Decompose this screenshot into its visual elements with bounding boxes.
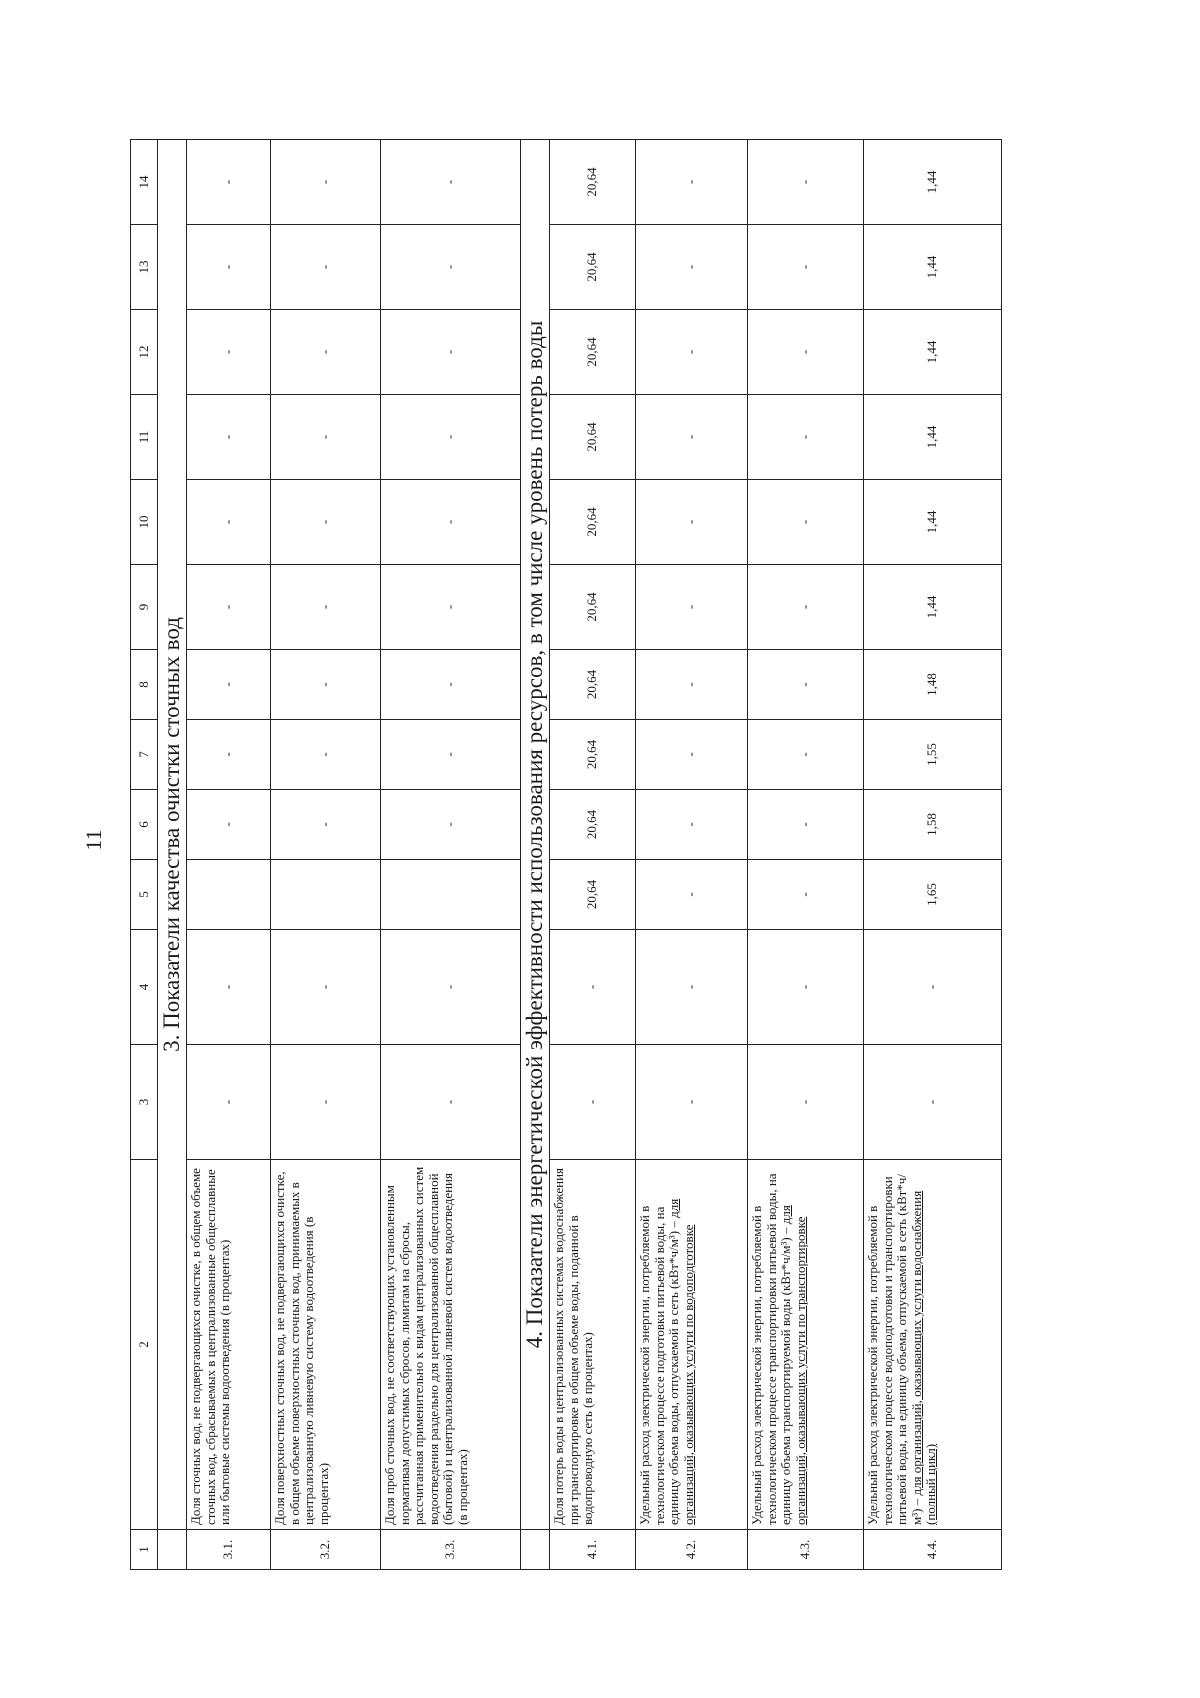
- indicator-text: Удельный расход электрической энергии, потребляемой в технологическом процессе транспортировки питьевой воды, на единицу объема транспортируемой воды (кВт*ч/м³) –: [749, 1173, 794, 1525]
- header-cell: 13: [131, 225, 158, 310]
- value-cell: -: [381, 565, 521, 650]
- value-cell: -: [271, 930, 381, 1045]
- value-cell: -: [187, 310, 271, 395]
- table-row: [271, 140, 381, 1570]
- value-cell: -: [636, 310, 748, 395]
- value-cell: 20,64: [550, 720, 636, 790]
- value-cell: -: [550, 1045, 636, 1160]
- value-cell: -: [636, 565, 748, 650]
- header-cell: 1: [131, 1530, 158, 1570]
- indicator-description: [636, 1160, 748, 1530]
- value-cell: -: [748, 720, 864, 790]
- value-cell: -: [271, 720, 381, 790]
- row-number: 3.2.: [271, 1530, 381, 1570]
- value-cell: -: [748, 860, 864, 930]
- value-cell: 20,64: [550, 480, 636, 565]
- value-cell: -: [550, 930, 636, 1045]
- value-cell: -: [748, 650, 864, 720]
- header-cell: 2: [131, 1160, 158, 1530]
- value-cell: -: [187, 790, 271, 860]
- table-row: [636, 140, 748, 1570]
- header-cell: 7: [131, 720, 158, 790]
- indicator-description: [864, 1160, 1002, 1530]
- section-spacer-cell: [521, 1530, 550, 1570]
- header-row: [131, 140, 158, 1570]
- header-cell: 11: [131, 395, 158, 480]
- value-cell: 1,44: [864, 310, 1002, 395]
- value-cell: -: [381, 310, 521, 395]
- value-cell: -: [864, 1045, 1002, 1160]
- value-cell: -: [381, 1045, 521, 1160]
- header-cell: 9: [131, 565, 158, 650]
- indicator-scope-underlined: для организаций, оказывающих услуги водоснабжения (полный цикл): [908, 1190, 939, 1525]
- value-cell: -: [636, 1045, 748, 1160]
- value-cell: -: [381, 395, 521, 480]
- indicator-description: [187, 1160, 271, 1530]
- indicator-text: Доля сточных вод, не подвергающихся очистке, в общем объеме сточных вод, сбрасываемых в централизованные общесплавные или бытовые системы водоотведения (в процентах): [188, 1168, 233, 1525]
- value-cell: -: [381, 480, 521, 565]
- value-cell: -: [271, 310, 381, 395]
- value-cell: -: [636, 930, 748, 1045]
- value-cell: -: [187, 225, 271, 310]
- value-cell: -: [381, 225, 521, 310]
- value-cell: -: [187, 395, 271, 480]
- row-number: 4.3.: [748, 1530, 864, 1570]
- rotated-table-container: [130, 140, 1085, 1570]
- section-header-row: [521, 140, 550, 1570]
- value-cell: -: [187, 720, 271, 790]
- value-cell: -: [748, 790, 864, 860]
- value-cell: -: [748, 930, 864, 1045]
- value-cell: 20,64: [550, 565, 636, 650]
- value-cell: 1,55: [864, 720, 1002, 790]
- row-number: 4.1.: [550, 1530, 636, 1570]
- value-cell: -: [748, 480, 864, 565]
- value-cell: 1,48: [864, 650, 1002, 720]
- indicator-text: Доля проб сточных вод, не соответствующих установленным нормативам допустимых сбросов, лимитам на сбросы, рассчитанная применительно к видам централизованных систем водоотведения раздельно для централизованной общесплавной (бытовой) и централизованной ливневой систем водоотведения (в процентах): [382, 1166, 470, 1525]
- value-cell: -: [187, 140, 271, 225]
- indicator-description: [271, 1160, 381, 1530]
- value-cell: 1,44: [864, 480, 1002, 565]
- value-cell: -: [748, 310, 864, 395]
- value-cell: -: [271, 480, 381, 565]
- value-cell: [271, 860, 381, 930]
- indicator-description: [748, 1160, 864, 1530]
- value-cell: 20,64: [550, 650, 636, 720]
- value-cell: -: [381, 650, 521, 720]
- indicator-scope-underlined: для организаций, оказывающих услуги по транспортировке: [778, 1205, 808, 1525]
- value-cell: -: [381, 140, 521, 225]
- indicators-table: [130, 139, 1002, 1570]
- value-cell: -: [187, 650, 271, 720]
- table-row: [381, 140, 521, 1570]
- page-number: 11: [81, 829, 106, 851]
- value-cell: 20,64: [550, 860, 636, 930]
- value-cell: 20,64: [550, 790, 636, 860]
- value-cell: -: [271, 395, 381, 480]
- value-cell: -: [748, 1045, 864, 1160]
- value-cell: -: [748, 225, 864, 310]
- value-cell: 1,44: [864, 140, 1002, 225]
- header-cell: 3: [131, 1045, 158, 1160]
- value-cell: -: [636, 395, 748, 480]
- indicator-text: Доля потерь воды в централизованных системах водоснабжения при транспортировке в общем объеме воды, поданной в водопроводную сеть (в процентах): [551, 1167, 596, 1525]
- value-cell: -: [748, 565, 864, 650]
- value-cell: -: [271, 790, 381, 860]
- value-cell: -: [187, 565, 271, 650]
- value-cell: [381, 860, 521, 930]
- section-title: 3. Показатели качества очистки сточных вод: [158, 140, 187, 1530]
- value-cell: -: [636, 480, 748, 565]
- value-cell: -: [271, 1045, 381, 1160]
- value-cell: [187, 860, 271, 930]
- value-cell: -: [187, 930, 271, 1045]
- row-number: 3.1.: [187, 1530, 271, 1570]
- value-cell: -: [187, 480, 271, 565]
- indicator-description: [381, 1160, 521, 1530]
- header-cell: 8: [131, 650, 158, 720]
- value-cell: 1,58: [864, 790, 1002, 860]
- header-cell: 6: [131, 790, 158, 860]
- indicator-text: Удельный расход электрической энергии, потребляемой в технологическом процессе подготовки питьевой воды, на единицу объема воды, отпускаемой в сеть (кВт*ч/м³) –: [637, 1205, 682, 1525]
- value-cell: -: [271, 225, 381, 310]
- value-cell: -: [748, 140, 864, 225]
- value-cell: -: [187, 1045, 271, 1160]
- header-cell: 4: [131, 930, 158, 1045]
- value-cell: -: [636, 790, 748, 860]
- table-row: [550, 140, 636, 1570]
- value-cell: 20,64: [550, 310, 636, 395]
- value-cell: -: [636, 720, 748, 790]
- value-cell: -: [636, 225, 748, 310]
- section-header-row: [158, 140, 187, 1570]
- header-cell: 10: [131, 480, 158, 565]
- value-cell: 20,64: [550, 140, 636, 225]
- section-title: 4. Показатели энергетической эффективности использования ресурсов, в том числе уровень потерь воды: [521, 140, 550, 1530]
- indicator-text: Доля поверхностных сточных вод, не подвергающихся очистке, в общем объеме поверхностных сточных вод, принимаемых в централизованную ливневую систему водоотведения (в процентах): [272, 1171, 331, 1525]
- value-cell: 1,44: [864, 395, 1002, 480]
- value-cell: 1,44: [864, 225, 1002, 310]
- table-row: [187, 140, 271, 1570]
- value-cell: -: [636, 140, 748, 225]
- section-spacer-cell: [158, 1530, 187, 1570]
- value-cell: -: [748, 395, 864, 480]
- row-number: 4.2.: [636, 1530, 748, 1570]
- table-row: [748, 140, 864, 1570]
- value-cell: -: [381, 790, 521, 860]
- table-row: [864, 140, 1002, 1570]
- value-cell: 1,44: [864, 565, 1002, 650]
- value-cell: -: [636, 860, 748, 930]
- value-cell: -: [636, 650, 748, 720]
- value-cell: 20,64: [550, 225, 636, 310]
- value-cell: -: [271, 565, 381, 650]
- value-cell: -: [864, 930, 1002, 1045]
- row-number: 4.4.: [864, 1530, 1002, 1570]
- header-cell: 12: [131, 310, 158, 395]
- value-cell: -: [271, 140, 381, 225]
- row-number: 3.3.: [381, 1530, 521, 1570]
- value-cell: -: [381, 720, 521, 790]
- indicator-scope-underlined: для организаций, оказывающих услуги по водоподготовке: [666, 1198, 696, 1525]
- header-cell: 5: [131, 860, 158, 930]
- indicator-text: Удельный расход электрической энергии, потребляемой в технологическом процессе водоподготовки и транспортировки питьевой воды, на единицу объема, отпускаемой в сеть (кВт*ч/м³) –: [865, 1174, 924, 1525]
- value-cell: -: [381, 930, 521, 1045]
- value-cell: -: [271, 650, 381, 720]
- header-cell: 14: [131, 140, 158, 225]
- value-cell: 1,65: [864, 860, 1002, 930]
- indicator-description: [550, 1160, 636, 1530]
- value-cell: 20,64: [550, 395, 636, 480]
